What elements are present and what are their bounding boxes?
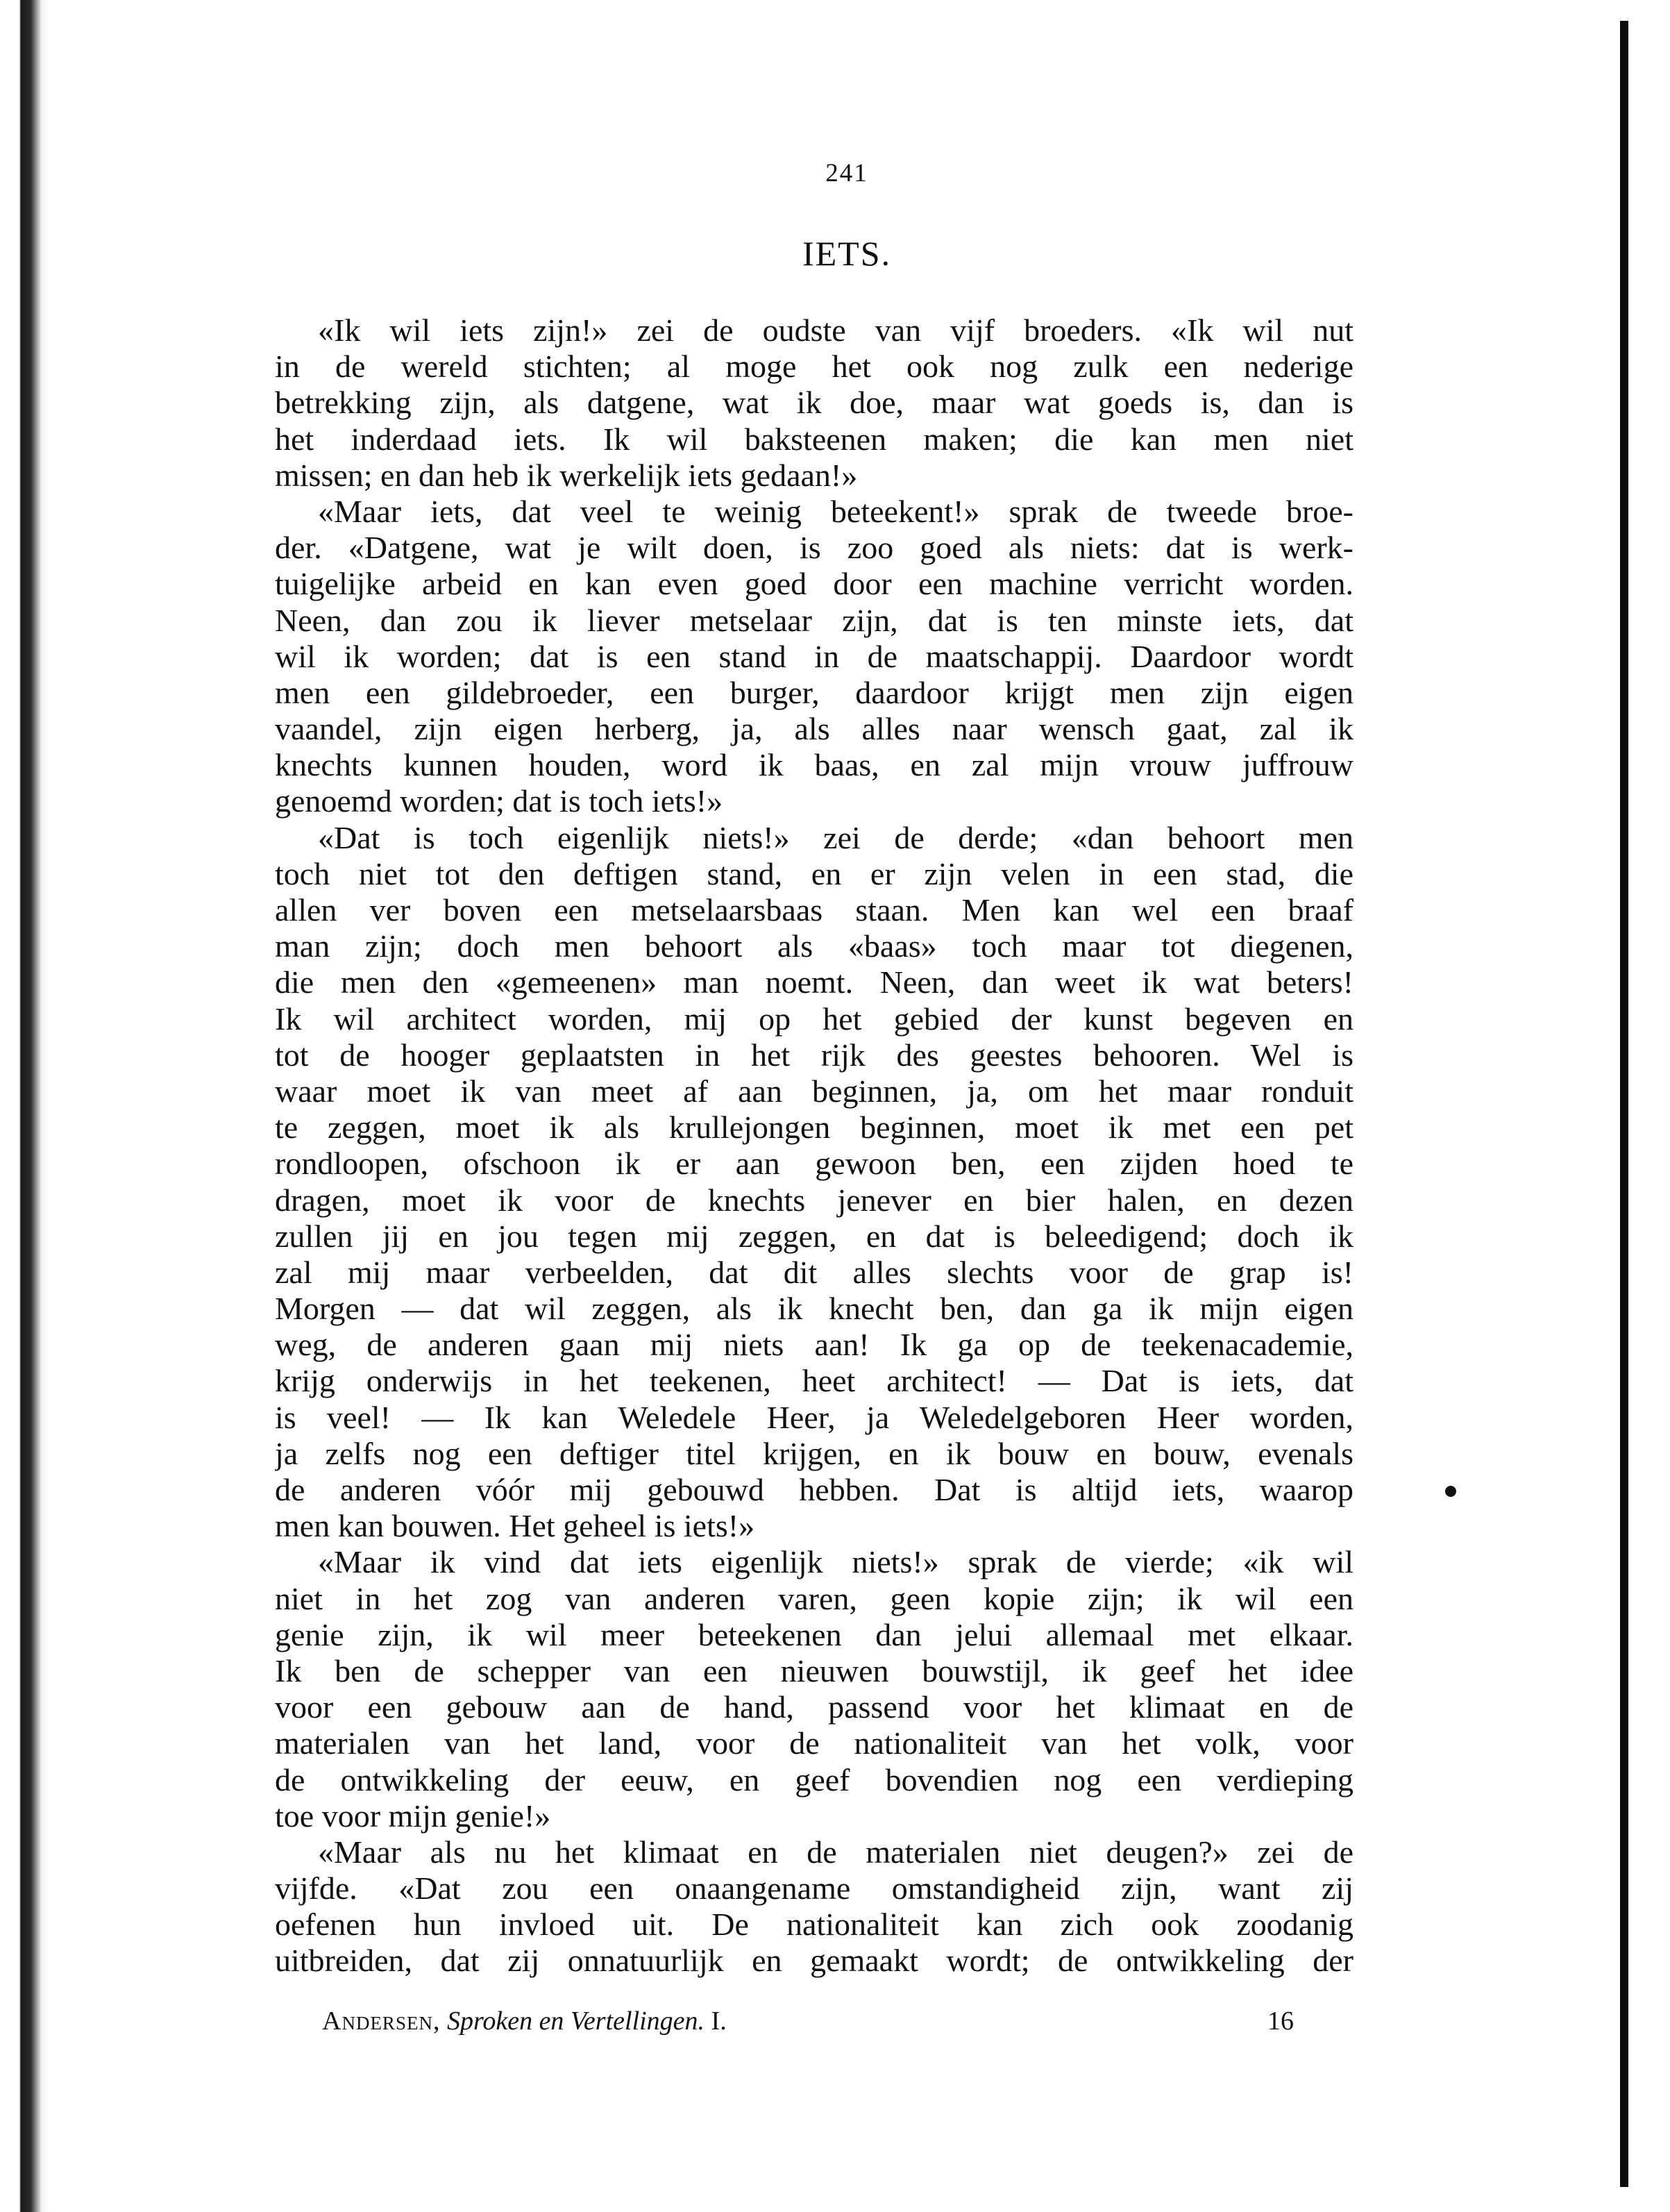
text-line: te zeggen, moet ik als krullejongen beginnen, moet ik met een pet bbox=[275, 1109, 1353, 1146]
text-line: Neen, dan zou ik liever metselaar zijn, dat is ten minste iets, dat bbox=[275, 602, 1353, 638]
text-line: de ontwikkeling der eeuw, en geef bovendien nog een verdieping bbox=[275, 1761, 1353, 1798]
scan-speck bbox=[1445, 1486, 1456, 1497]
text-line: toch niet tot den deftigen stand, en er zijn velen in een stad, die bbox=[275, 855, 1353, 891]
text-line: in de wereld stichten; al moge het ook nog zulk een nederige bbox=[275, 349, 1353, 385]
text-line: oefenen hun invloed uit. De nationaliteit kan zich ook zoodanig bbox=[275, 1907, 1353, 1943]
text-line: knechts kunnen houden, word ik baas, en zal mijn vrouw juffrouw bbox=[275, 747, 1353, 783]
text-line: der. «Datgene, wat je wilt doen, is zoo goed als niets: dat is werk- bbox=[275, 530, 1353, 566]
text-line: is veel! — Ik kan Weledele Heer, ja Weledelgeboren Heer worden, bbox=[275, 1399, 1353, 1435]
text-line: niet in het zog van anderen varen, geen kopie zijn; ik wil een bbox=[275, 1580, 1353, 1616]
page-footer bbox=[322, 2004, 1294, 2038]
text-line: voor een gebouw aan de hand, passend voor het klimaat en de bbox=[275, 1689, 1353, 1725]
text-line: men kan bouwen. Het geheel is iets!» bbox=[275, 1508, 755, 1544]
text-line: Ik wil architect worden, mij op het gebied der kunst begeven en bbox=[275, 1000, 1353, 1037]
text-line: missen; en dan heb ik werkelijk iets gedaan!» bbox=[275, 457, 858, 493]
text-line: allen ver boven een metselaarsbaas staan. Men kan wel een braaf bbox=[275, 892, 1353, 928]
text-line: vaandel, zijn eigen herberg, ja, als alles naar wensch gaat, zal ik bbox=[275, 711, 1353, 747]
text-line: genie zijn, ik wil meer beteekenen dan jelui allemaal met elkaar. bbox=[275, 1616, 1353, 1652]
text-line: ja zelfs nog een deftiger titel krijgen, en ik bouw en bouw, evenals bbox=[275, 1435, 1353, 1471]
text-line: toe voor mijn genie!» bbox=[275, 1798, 551, 1834]
text-line: die men den «gemeenen» man noemt. Neen, dan weet ik wat beters! bbox=[275, 964, 1353, 1000]
text-line: «Maar ik vind dat iets eigenlijk niets!» sprak de vierde; «ik wil bbox=[318, 1544, 1353, 1580]
body-text bbox=[275, 312, 1353, 1979]
text-line: «Maar iets, dat veel te weinig beteekent!» sprak de tweede broe- bbox=[318, 493, 1353, 529]
text-line: man zijn; doch men behoort als «baas» toch maar tot diegenen, bbox=[275, 928, 1353, 964]
text-line: «Ik wil iets zijn!» zei de oudste van vijf broeders. «Ik wil nut bbox=[318, 312, 1353, 348]
text-line: betrekking zijn, als datgene, wat ik doe, maar wat goeds is, dan is bbox=[275, 385, 1353, 421]
footer-signature: 16 bbox=[1267, 2006, 1294, 2036]
text-line: Morgen — dat wil zeggen, als ik knecht ben, dan ga ik mijn eigen bbox=[275, 1291, 1353, 1327]
text-line: tot de hooger geplaatsten in het rijk des geestes behooren. Wel is bbox=[275, 1037, 1353, 1073]
text-line: rondloopen, ofschoon ik er aan gewoon ben, een zijden hoed te bbox=[275, 1146, 1353, 1182]
text-line: uitbreiden, dat zij onnatuurlijk en gemaakt wordt; de ontwikkeling der bbox=[275, 1943, 1353, 1979]
text-line: tuigelijke arbeid en kan even goed door een machine verricht worden. bbox=[275, 566, 1353, 602]
text-line: krijg onderwijs in het teekenen, heet architect! — Dat is iets, dat bbox=[275, 1363, 1353, 1399]
text-line: vijfde. «Dat zou een onaangename omstandigheid zijn, want zij bbox=[275, 1870, 1353, 1907]
footer-volume: I. bbox=[711, 2006, 727, 2036]
text-line: de anderen vóór mij gebouwd hebben. Dat is altijd iets, waarop bbox=[275, 1472, 1353, 1507]
text-line: «Maar als nu het klimaat en de materialen niet deugen?» zei de bbox=[318, 1834, 1353, 1870]
text-line: zal mij maar verbeelden, dat dit alles slechts voor de grap is! bbox=[275, 1254, 1353, 1290]
text-line: waar moet ik van meet af aan beginnen, ja, om het maar ronduit bbox=[275, 1073, 1353, 1109]
scan-left-edge bbox=[0, 0, 49, 2212]
page-number: 241 bbox=[825, 159, 868, 187]
scan-right-edge bbox=[1620, 21, 1628, 2187]
text-line: het inderdaad iets. Ik wil baksteenen maken; die kan men niet bbox=[275, 421, 1353, 457]
text-line: «Dat is toch eigenlijk niets!» zei de derde; «dan behoort men bbox=[318, 819, 1353, 855]
text-line: dragen, moet ik voor de knechts jenever en bier halen, en dezen bbox=[275, 1182, 1353, 1218]
text-line: men een gildebroeder, een burger, daardoor krijgt men zijn eigen bbox=[275, 674, 1353, 710]
footer-author: Andersen, bbox=[322, 2006, 441, 2036]
footer-book-title: Sproken en Vertellingen. bbox=[446, 2006, 705, 2036]
text-line: genoemd worden; dat is toch iets!» bbox=[275, 783, 723, 819]
text-line: materialen van het land, voor de nationaliteit van het volk, voor bbox=[275, 1725, 1353, 1761]
text-line: Ik ben de schepper van een nieuwen bouwstijl, ik geef het idee bbox=[275, 1652, 1353, 1689]
text-line: zullen jij en jou tegen mij zeggen, en dat is beleedigend; doch ik bbox=[275, 1218, 1353, 1254]
text-line: wil ik worden; dat is een stand in de maatschappij. Daardoor wordt bbox=[275, 638, 1353, 674]
text-line: weg, de anderen gaan mij niets aan! Ik ga op de teekenacademie, bbox=[275, 1327, 1353, 1363]
page-title: IETS. bbox=[802, 234, 892, 273]
